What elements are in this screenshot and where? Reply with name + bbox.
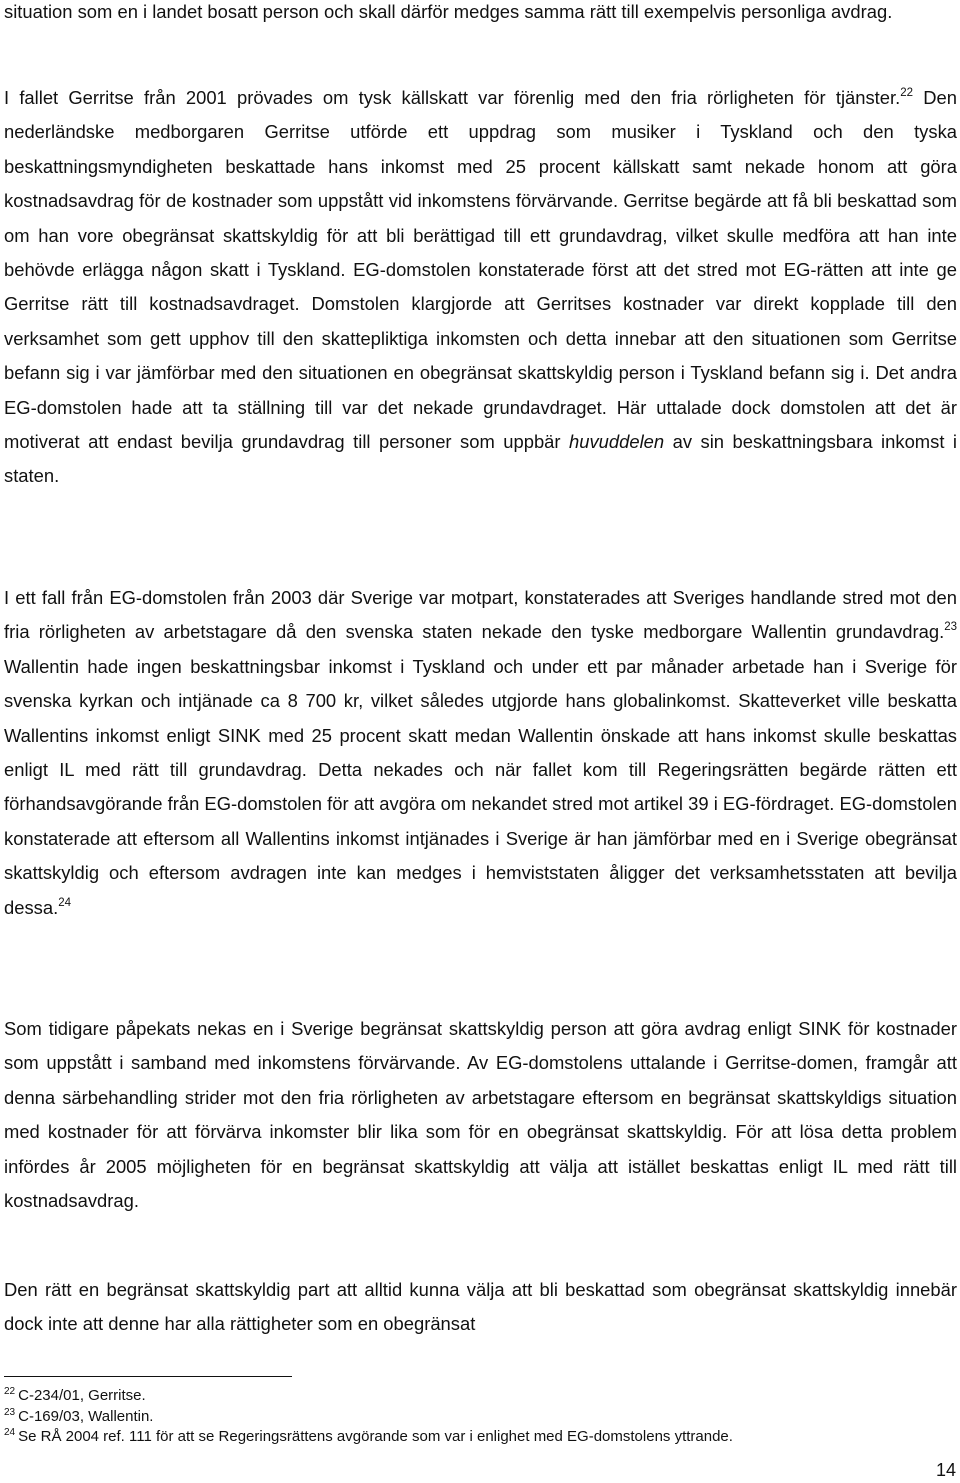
paragraph-text: av sin beskattningsbara inkomst i staten. [4, 431, 957, 487]
footnote-item [4, 1427, 957, 1448]
body-paragraph [4, 1273, 957, 1342]
footnote-item [4, 1407, 957, 1428]
footnote-number: 24 [4, 1427, 16, 1438]
footnote-separator [4, 1376, 292, 1377]
footnotes [4, 1386, 957, 1448]
footnote-reference[interactable]: 22 [900, 87, 914, 99]
body-paragraph [4, 0, 957, 29]
footnote-item [4, 1386, 957, 1407]
body-paragraph [4, 1012, 957, 1218]
page-number: 14 [935, 1460, 956, 1480]
emphasized-text: huvuddelen [569, 431, 665, 453]
body-paragraph [4, 581, 957, 925]
footnote-reference[interactable]: 24 [58, 896, 71, 909]
footnote-text: C-234/01, Gerritse. [18, 1387, 146, 1404]
paragraph-text: I ett fall från EG-domstolen från 2003 där Sverige var motpart, konstaterades att Sveriges handlande stred mot den fria rörligheten av arbetstagare då den svenska staten nekade den tyske medborgare Wallentin grundavdrag. [4, 587, 957, 643]
paragraph-text: Som tidigare påpekats nekas en i Sverige begränsat skattskyldig person att göra avdrag enligt SINK för kostnader som uppstått i samband med inkomstens förvärvande. Av EG-domstolens uttalande i Gerritse-domen, framgår att denna särbehandling strider mot den fria rörligheten av arbetstagare eftersom en begränsat skattskyldigs situation med kostnader för att förvärva inkomster blir lika som för en obegränsat skattskyldig. För att lösa detta problem infördes år 2005 möjligheten för en begränsat skattskyldig att välja att istället beskattas enligt IL med rätt till kostnadsavdrag. [4, 1018, 957, 1212]
paragraph-text: I fallet Gerritse från 2001 prövades om tysk källskatt var förenlig med den fria rörligheten för tjänster. [4, 87, 901, 108]
footnote-number: 23 [4, 1406, 16, 1418]
footnote-number: 22 [4, 1386, 16, 1397]
paragraph-text: Den nederländske medborgaren Gerritse utförde ett uppdrag som musiker i Tyskland och den tyska beskattningsmyndigheten beskattade hans inkomst med 25 procent källskatt samt nekade honom att göra kostnadsavdrag för de kostnader som uppstått vid inkomstens förvärvande. Gerritse begärde att få bli beskattad som om han vore obegränsat skattskyldig för att bli berättigad till ett grundavdrag, vilket skulle medföra att han inte behövde erlägga någon skatt i Tyskland. EG-domstolen konstaterade först att det stred mot EG-rätten att inte ge Gerritse rätt till kostnadsavdraget. Domstolen klargjorde att Gerritses kostnader var direkt kopplade till den verksamhet som gett upphov till den skattepliktiga inkomsten och detta innebar att den situationen som Gerritse befann sig i var jämförbar med den situationen en obegränsat skattskyldig person i Tyskland befann sig i. Det andra EG-domstolen hade att ta ställning till var det nekade grundavdraget. Här uttalade dock domstolen att det är motiverat att endast bevilja grundavdrag till personer som uppbär [4, 87, 957, 453]
footnote-text: C-169/03, Wallentin. [18, 1407, 154, 1425]
paragraph-text: Wallentin hade ingen beskattningsbar inkomst i Tyskland och under ett par månader arbetade han i Sverige för svenska kyrkan och intjänade ca 8 700 kr, vilket således utgjorde hans globalinkomst. Skatteverket ville beskatta Wallentins inkomst enligt SINK med 25 procent skatt medan Wallentin önskade att hans inkomst skulle beskattas enligt IL med rätt till grundavdrag. Detta nekades och när fallet kom till Regeringsrätten begärde rätten ett förhandsavgörande från EG-domstolen för att avgöra om nekandet stred mot artikel 39 i EG-fördraget. EG-domstolen konstaterade att eftersom all Wallentins inkomst intjänades i Sverige är han jämförbar med en i Sverige obegränsat skattskyldig och eftersom avdragen inte kan medges i hemviststaten åligger det verksamhetsstaten att bevilja dessa. [4, 655, 957, 918]
paragraph-text: Den rätt en begränsat skattskyldig part att alltid kunna välja att bli beskattad som obegränsat skattskyldig innebär dock inte att denne har alla rättigheter som en obegränsat [4, 1279, 957, 1335]
body-paragraph [4, 81, 957, 494]
paragraph-text: situation som en i landet bosatt person och skall därför medges samma rätt till exempelvis personliga avdrag. [4, 1, 893, 22]
footnote-text: Se RÅ 2004 ref. 111 för att se Regeringsrättens avgörande som var i enlighet med EG-domstolens yttrande. [18, 1428, 733, 1445]
footnote-reference[interactable]: 23 [944, 621, 957, 634]
